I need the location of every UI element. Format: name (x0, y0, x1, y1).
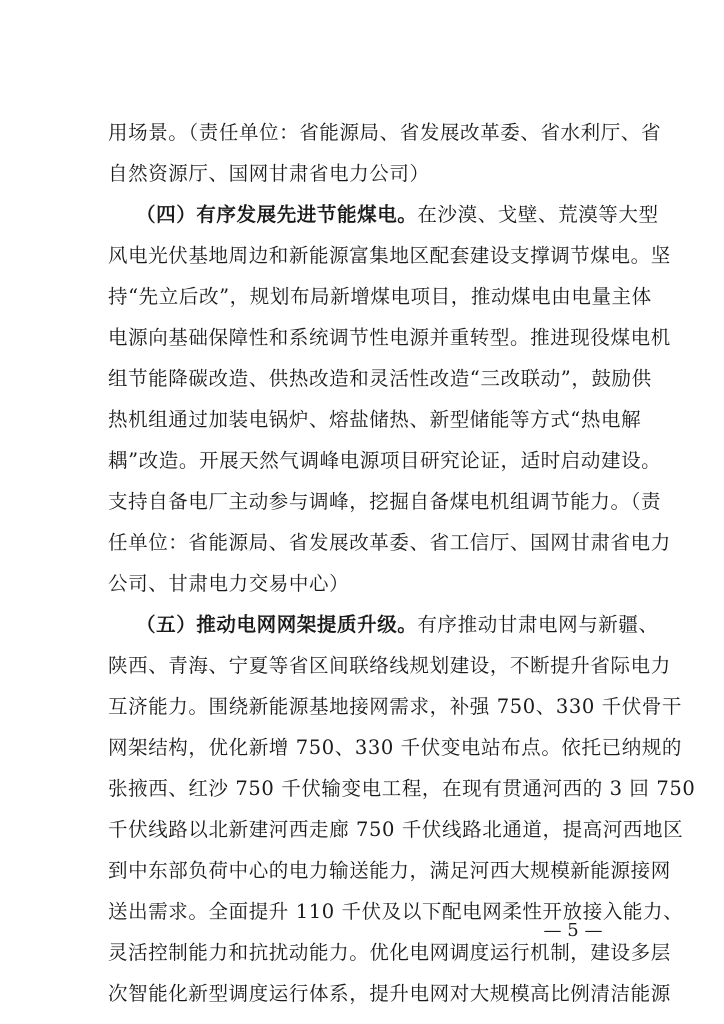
body-text-line: 电源向基础保障性和系统调节性电源并重转型。推进现役煤电机 (108, 326, 671, 349)
body-text-line: 送出需求。全面提升 110 千伏及以下配电网柔性开放接入能力、 (108, 900, 684, 923)
section-4-paragraph-start (136, 201, 659, 229)
section-4-heading: （四）有序发展先进节能煤电。 (136, 203, 418, 226)
body-text-line: 任单位：省能源局、省发展改革委、省工信厅、国网甘肃省电力 (108, 531, 671, 554)
body-text-line: 网架结构，优化新增 750、330 千伏变电站布点。依托已纳规的 (108, 736, 683, 759)
section-5-heading-rest: 有序推动甘肃电网与新疆、 (417, 613, 659, 636)
section-4-heading-rest: 在沙漠、戈壁、荒漠等大型 (417, 203, 659, 226)
section-5-paragraph-start (136, 611, 659, 639)
body-text-line: 到中东部负荷中心的电力输送能力，满足河西大规模新能源接网 (108, 859, 671, 882)
body-text-line: 自然资源厅、国网甘肃省电力公司） (108, 162, 430, 185)
body-text-line: 千伏线路以北新建河西走廊 750 千伏线路北通道，提高河西地区 (108, 818, 684, 841)
body-text-line: 风电光伏基地周边和新能源富集地区配套建设支撑调节煤电。坚 (108, 244, 671, 267)
body-text-line: 张掖西、红沙 750 千伏输变电工程，在现有贯通河西的 3 回 750 (108, 777, 696, 800)
body-text-line: 支持自备电厂主动参与调峰，挖掘自备煤电机组调节能力。（责 (108, 490, 662, 513)
section-5-heading: （五）推动电网网架提质升级。 (136, 613, 418, 636)
body-text-line: 次智能化新型调度运行体系，提升电网对大规模高比例清洁能源 (108, 982, 671, 1005)
body-text-line: 用场景。（责任单位：省能源局、省发展改革委、省水利厅、省 (108, 121, 662, 144)
body-text-line: 公司、甘肃电力交易中心） (108, 572, 350, 595)
body-text-line: 互济能力。围绕新能源基地接网需求，补强 750、330 千伏骨干 (108, 695, 683, 718)
body-text-line: 灵活控制能力和抗扰动能力。优化电网调度运行机制，建设多层 (108, 941, 671, 964)
body-text-line: 持“先立后改”，规划布局新增煤电项目，推动煤电由电量主体 (108, 285, 652, 308)
body-text-line: 陕西、青海、宁夏等省区间联络线规划建设，不断提升省际电力 (108, 654, 671, 677)
page-number: — 5 — (543, 920, 603, 941)
body-text-line: 耦”改造。开展天然气调峰电源项目研究论证，适时启动建设。 (108, 449, 662, 472)
body-text-line: 热机组通过加装电锅炉、熔盐储热、新型储能等方式“热电解 (108, 408, 642, 431)
body-text-line: 组节能降碳改造、供热改造和灵活性改造“三改联动”，鼓励供 (108, 367, 652, 390)
